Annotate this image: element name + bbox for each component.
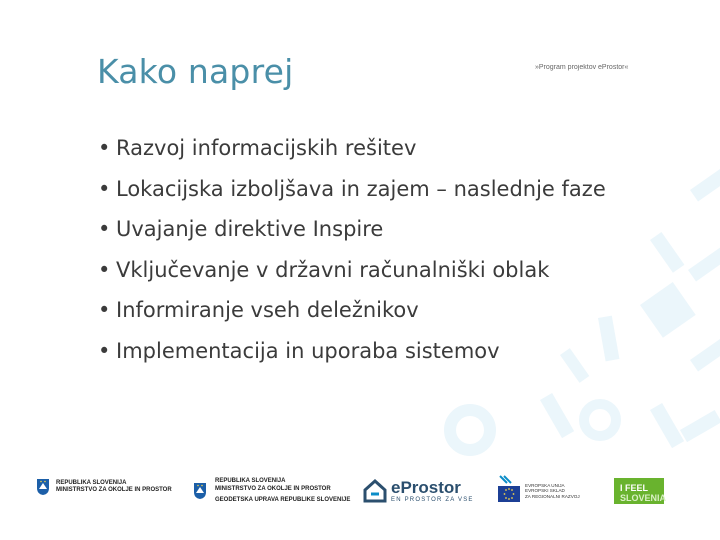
bullet-marker: • <box>98 298 111 322</box>
ministry-logo-line2: MINISTRSTVO ZA OKOLJE IN PROSTOR <box>56 487 172 493</box>
bullet-marker: • <box>98 257 111 282</box>
bullet-text: Vključevanje v državni računalniški oblak <box>116 257 550 282</box>
bullet-marker: • <box>98 217 111 241</box>
eu-flag-icon <box>498 474 520 508</box>
bullet-item <box>98 209 606 250</box>
bullet-item <box>98 169 606 210</box>
bullet-text: Lokacijska izboljšava in zajem – naslednje faze <box>116 176 606 201</box>
i-feel-slovenia-line2: SLOVENIA <box>620 493 667 503</box>
bullet-text: Informiranje vseh deležnikov <box>116 298 419 322</box>
gurs-logo <box>193 478 350 505</box>
bullet-text: Implementacija in uporaba sistemov <box>116 338 500 363</box>
bullet-text: Razvoj informacijskih rešitev <box>116 136 417 160</box>
i-feel-slovenia-line1: I FEEL <box>620 483 649 493</box>
ministry-logo <box>36 478 172 496</box>
gurs-logo-line1: REPUBLIKA SLOVENIJA <box>215 478 286 484</box>
bullet-text: Uvajanje direktive Inspire <box>116 217 384 241</box>
eprostor-tagline: EN PROSTOR ZA VSE <box>391 497 474 503</box>
bullet-item <box>98 128 606 169</box>
slovenia-coat-of-arms-icon <box>193 482 207 500</box>
gurs-logo-line3: GEODETSKA UPRAVA REPUBLIKE SLOVENIJE <box>215 497 351 503</box>
bullet-marker: • <box>98 176 111 201</box>
slovenia-coat-of-arms-icon <box>36 478 50 496</box>
i-feel-slovenia-logo <box>614 478 667 504</box>
bullet-list <box>98 128 606 371</box>
eu-logo-line3: ZA REGIONALNI RAZVOJ <box>525 493 580 499</box>
bullet-marker: • <box>98 136 111 160</box>
ministry-logo-line1: REPUBLIKA SLOVENIJA <box>56 479 127 486</box>
bullet-item <box>98 250 606 291</box>
bullet-marker: • <box>98 338 111 363</box>
gurs-logo-line2: MINISTRSTVO ZA OKOLJE IN PROSTOR <box>215 485 331 492</box>
eprostor-house-icon <box>363 478 387 504</box>
footer-logos <box>0 470 720 520</box>
bullet-item <box>98 331 606 372</box>
eprostor-name: eProstor <box>391 478 461 497</box>
bullet-item <box>98 290 606 331</box>
slide-subtitle: »Program projektov eProstor« <box>535 64 629 71</box>
eu-logo-line2: EVROPSKI SKLAD <box>525 488 565 494</box>
eu-logo-line1: EVROPSKA UNIJA <box>525 482 565 488</box>
eprostor-logo <box>363 478 474 504</box>
slide-title: Kako naprej <box>97 52 294 91</box>
eu-logo <box>498 474 580 508</box>
